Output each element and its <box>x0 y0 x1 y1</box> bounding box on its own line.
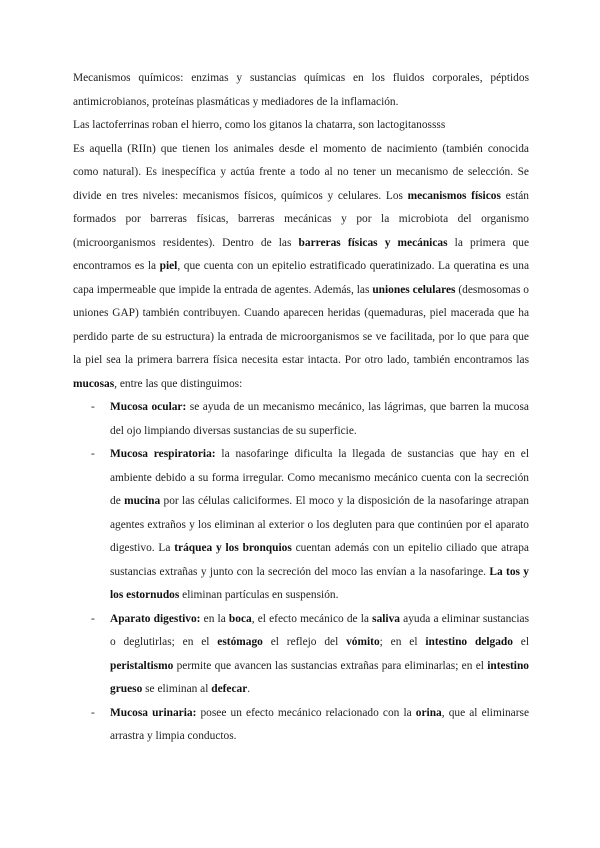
bold-term: peristaltismo <box>110 659 174 672</box>
bold-term: piel <box>159 260 178 272</box>
text-span: cuentan además con un epitelio ciliado que atrapa sustancias extrañas y junto con la secreción del moco las envían a la nasofaringe. <box>110 542 529 578</box>
bold-term: La tos y los estornudos <box>110 565 529 601</box>
bold-term: estómago <box>217 636 263 648</box>
document-body <box>73 67 529 749</box>
bullet-dash: - <box>91 612 95 625</box>
bold-term: intestino delgado <box>425 636 513 648</box>
text-span: (desmosomas o uniones GAP) también contribuyen. Cuando aparecen heridas (quemaduras, piel macerada que ha perdido parte de su estructura) la entrada de microorganismos se ve facilitada, por lo que para que la piel sea la primera barrera física necesita estar intacta. Por otro lado, también encontramos las <box>73 283 529 366</box>
list-item-aparato-digestivo <box>73 608 529 702</box>
bold-term: mecanismos físicos <box>407 189 501 202</box>
list-item-mucosa-urinaria <box>73 702 529 749</box>
bold-term: barreras físicas y mecánicas <box>298 236 448 249</box>
list-item-mucosa-respiratoria <box>73 443 529 608</box>
text-span: , que al eliminarse arrastra y limpia conductos. <box>110 706 530 742</box>
text-span: . <box>247 683 251 695</box>
text-span: el <box>512 636 529 648</box>
bold-term: Mucosa urinaria: <box>110 706 197 719</box>
text-span: , el efecto mecánico de la <box>251 612 373 625</box>
bold-term: Aparato digestivo: <box>110 612 201 625</box>
text-span: Es aquella (RIIn) que tienen los animales desde el momento de nacimiento (también conocida como natural). Es inespecífica y actúa frente a todo al no tener un mecanismo de selección. Se divide en tres niveles: mecanismos físicos, químicos y celulares. Los <box>73 142 529 202</box>
text-span: eliminan partículas en suspensión. <box>179 589 339 601</box>
bold-term: tráquea y los bronquios <box>174 542 292 554</box>
text-span: posee un efecto mecánico relacionado con la <box>196 706 416 719</box>
text-span: se eliminan al <box>142 683 212 695</box>
bold-term: boca <box>228 612 252 625</box>
paragraph-mecanismos-quimicos: Mecanismos químicos: enzimas y sustancias químicas en los fluidos corporales, péptidos antimicrobianos, proteínas plasmáticas y mediadores de la inflamación. <box>73 72 529 108</box>
text-span: , entre las que distinguimos: <box>114 377 243 390</box>
mucosas-list <box>73 396 529 749</box>
text-span: la nasofaringe dificulta la llegada de sustancias que hay en el ambiente debido a su forma irregular. Como mecanismo mecánico cuenta con la secreción de <box>110 448 529 507</box>
bold-term: orina <box>415 706 442 719</box>
bold-term: saliva <box>372 612 400 625</box>
bold-term: mucina <box>124 495 161 507</box>
text-span: permite que avancen las sustancias extrañas para eliminarlas; en el <box>173 659 488 672</box>
bold-term: Mucosa ocular: <box>110 401 187 413</box>
bold-term: defecar <box>211 683 248 695</box>
bullet-dash: - <box>91 401 95 413</box>
text-span: están formados por barreras físicas, barreras mecánicas y por la microbiota del organismo (microorganismos residentes). Dentro de las <box>73 189 529 249</box>
text-span: el reflejo del <box>262 636 347 648</box>
bold-term: uniones celulares <box>372 283 456 296</box>
bullet-dash: - <box>91 706 95 719</box>
list-item-mucosa-ocular <box>73 396 529 443</box>
text-span: ; en el <box>379 636 426 648</box>
text-span: por las células caliciformes. El moco y la disposición de la nasofaringe atrapan agentes extraños y los eliminan al exterior o los degluten para que continúen por el aparato digestivo. La <box>110 495 529 554</box>
bold-term: vómito <box>346 636 380 648</box>
text-span: se ayuda de un mecanismo mecánico, las lágrimas, que barren la mucosa del ojo limpiando diversas sustancias de su superficie. <box>110 401 529 437</box>
text-span: , que cuenta con un epitelio estratificado queratinizado. La queratina es una capa impermeable que impide la entrada de agentes. Además, las <box>73 260 530 296</box>
paragraph-lactoferrinas: Las lactoferrinas roban el hierro, como los gitanos la chatarra, son lactogitanossss <box>73 119 446 131</box>
text-span: la primera que encontramos es la <box>73 236 529 272</box>
bold-term: intestino grueso <box>110 659 529 695</box>
paragraph-inmunidad-innata <box>73 138 529 397</box>
bold-term: mucosas <box>73 377 115 390</box>
text-span: ayuda a eliminar sustancias o deglutirlas; en el <box>110 612 530 648</box>
bold-term: Mucosa respiratoria: <box>110 448 216 460</box>
text-span: en la <box>200 612 229 625</box>
bullet-dash: - <box>91 448 95 460</box>
